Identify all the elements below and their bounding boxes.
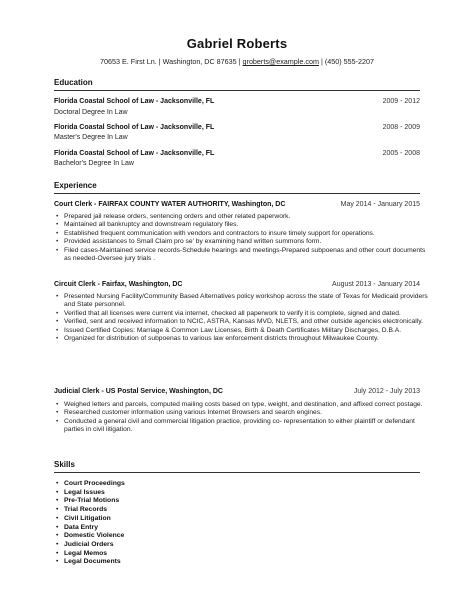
list-item: • Researched customer information using various Internet Browsers and search engines. (64, 409, 430, 417)
job-dates: May 2014 - January 2015 (340, 201, 420, 208)
skill-item: • Pre-Trial Motions (64, 497, 125, 506)
job-title: Court Clerk - FAIRFAX COUNTY WATER AUTHORITY, Washington, DC (54, 201, 286, 208)
education-degree: Bachelor's Degree In Law (54, 160, 134, 167)
contact-phone: | (450) 555-2207 (318, 57, 374, 66)
experience-divider (54, 193, 420, 194)
skill-item: • Legal Documents (64, 558, 125, 567)
education-school: Florida Coastal School of Law - Jacksonville, FL (54, 98, 215, 105)
list-item: • Maintained all bankruptcy and downstream regulatory files. (64, 221, 430, 229)
job-duties-list (54, 401, 430, 435)
job-duties-list (54, 213, 430, 263)
list-item: • Issued Certified Copies: Marriage & Common Law Licenses, Birth & Death Certificates Military Discharges, D.B.A. (64, 327, 430, 335)
education-degree: Master's Degree In Law (54, 134, 128, 141)
list-item: • Prepared jail release orders, sentencing orders and other related paperwork. (64, 213, 430, 221)
skill-item: • Judicial Orders (64, 541, 125, 550)
job-heading (54, 387, 420, 396)
experience-section-title: Experience (54, 181, 97, 190)
list-item: • Organized for distribution of subpoenas to various law enforcement districts throughout Milwaukee County. (64, 335, 430, 343)
list-item: • Established frequent communication with vendors and contractors to insure timely support for operations. (64, 230, 430, 238)
job-heading (54, 280, 420, 289)
list-item: • Provided assistances to Small Claim pro se' by examining hand written summons form. (64, 238, 430, 246)
education-divider (54, 90, 420, 91)
skill-item: • Court Proceedings (64, 480, 125, 489)
skills-divider (54, 472, 420, 473)
education-entry (54, 123, 420, 132)
skill-item: • Data Entry (64, 524, 125, 533)
education-degree: Doctoral Degree In Law (54, 109, 128, 116)
education-school: Florida Coastal School of Law - Jacksonville, FL (54, 150, 215, 157)
skill-item: • Domestic Violence (64, 532, 125, 541)
list-item: • Weighed letters and parcels, computed mailing costs based on type, weight, and destination, and affixed correct postage. (64, 401, 430, 409)
education-dates: 2005 - 2008 (382, 150, 420, 157)
job-duties-list (54, 293, 430, 343)
skills-section-title: Skills (54, 460, 75, 469)
education-dates: 2009 - 2012 (382, 98, 420, 105)
skill-item: • Civil Litigation (64, 515, 125, 524)
skill-item: • Legal Memos (64, 550, 125, 559)
education-school: Florida Coastal School of Law - Jacksonville, FL (54, 124, 215, 131)
skill-item: • Trial Records (64, 506, 125, 515)
education-entry (54, 149, 420, 158)
job-dates: July 2012 - July 2013 (353, 388, 420, 395)
list-item: • Filed cases-Maintained service records-Schedule hearings and meetings-Prepared subpoenas and other court documents as needed-Oversee jury trials . (64, 247, 430, 264)
job-title: Circuit Clerk - Fairfax, Washington, DC (54, 281, 183, 288)
skill-item: • Legal Issues (64, 489, 125, 498)
job-heading (54, 200, 420, 209)
contact-line (0, 57, 474, 66)
list-item: • Presented Nursing Facility/Community Based Alternatives policy workshop across the state of Texas for Medicaid providers and State personnel. (64, 293, 430, 310)
list-item: • Verified, sent and received information to NCIC, ASTRA, Kansas MVD, NLETS, and other outside agencies electronically. (64, 318, 430, 326)
education-entry (54, 97, 420, 106)
contact-address: 70653 E. First Ln. | Washington, DC 87635 | (100, 57, 243, 66)
list-item: • Verified that all licenses were current via internet, checked all paperwork to verify it is complete, signed and dated. (64, 310, 430, 318)
job-dates: August 2013 - January 2014 (332, 281, 420, 288)
education-dates: 2008 - 2009 (382, 124, 420, 131)
candidate-name: Gabriel Roberts (186, 36, 288, 51)
list-item: • Conducted a general civil and commercial litigation practice, providing co- representation to either plaintiff or defendant parties in civil litigation. (64, 418, 430, 435)
skills-list (54, 480, 125, 567)
job-title: Judicial Clerk - US Postal Service, Washington, DC (54, 388, 223, 395)
education-section-title: Education (54, 78, 93, 87)
contact-email-link[interactable]: groberts@example.com (242, 57, 319, 66)
